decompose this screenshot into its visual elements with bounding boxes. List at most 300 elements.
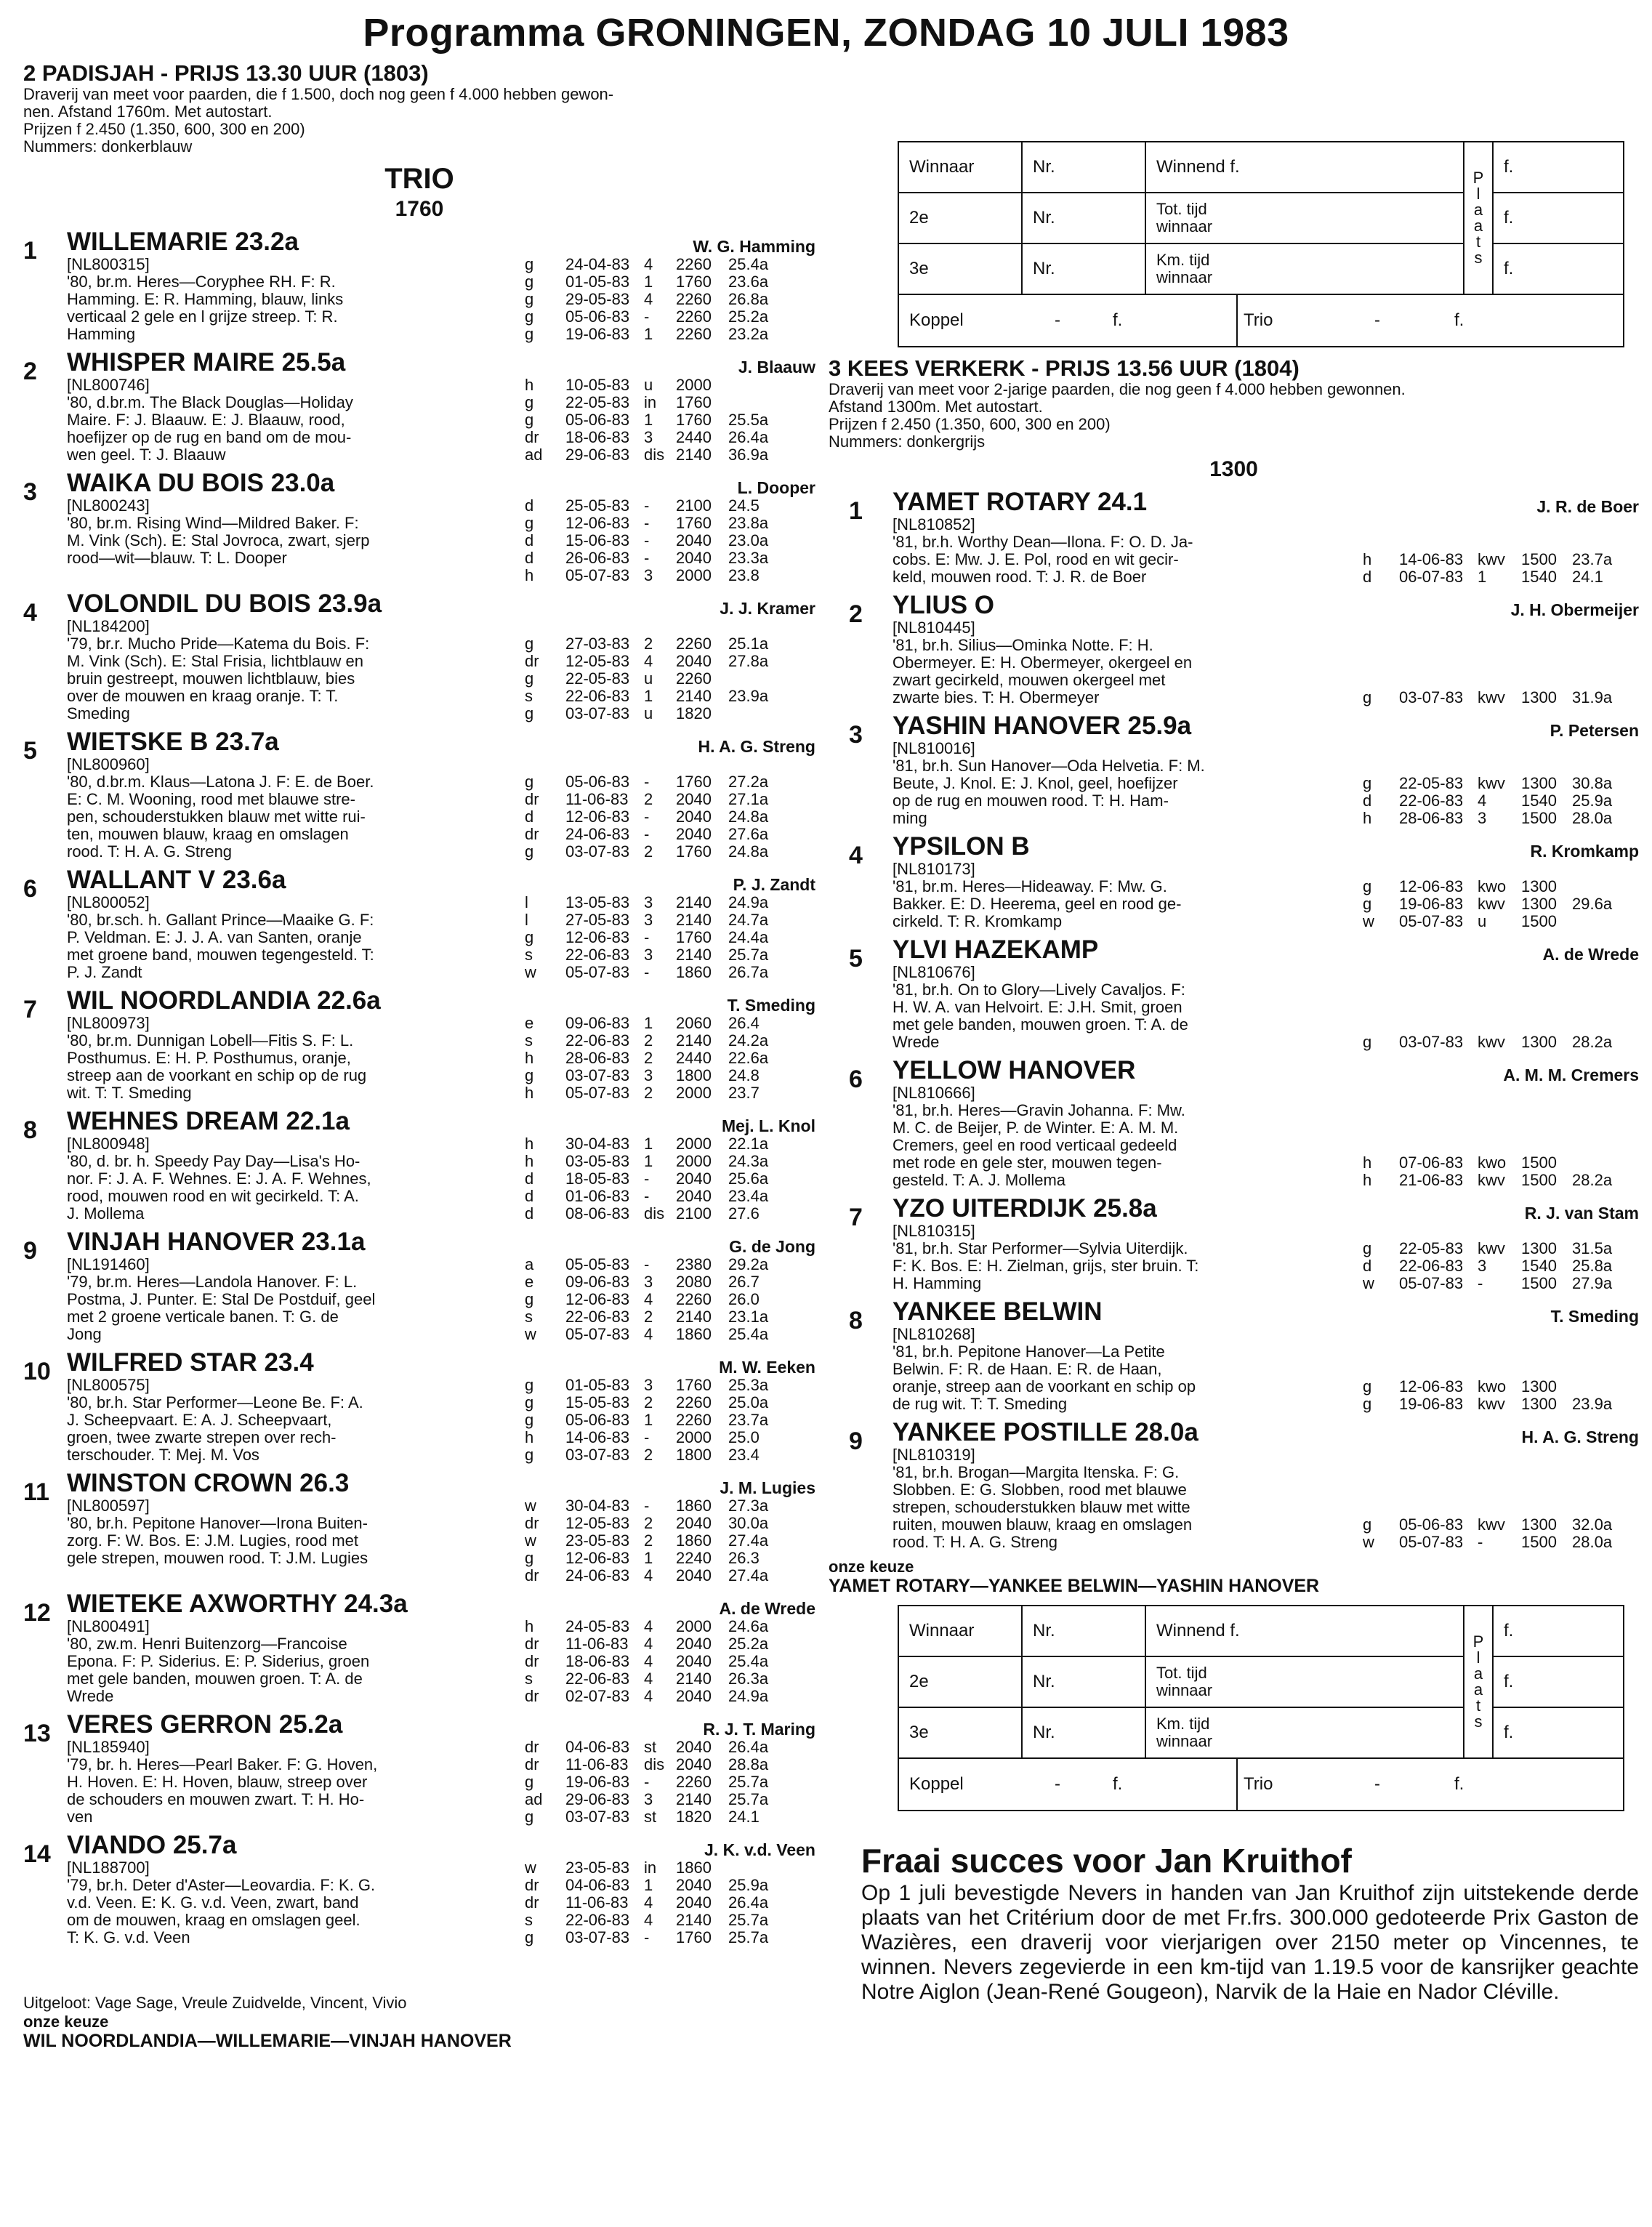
plaats-letter: P bbox=[1472, 1632, 1484, 1651]
result-cell: 1300 bbox=[1521, 877, 1557, 895]
horse-description bbox=[67, 1015, 515, 1102]
result-cell: 22.1a bbox=[728, 1135, 769, 1153]
result-cell: dr bbox=[525, 1652, 539, 1670]
result-cell: 30-04-83 bbox=[565, 1497, 630, 1515]
horse-number: 4 bbox=[849, 842, 863, 869]
result-cell: dr bbox=[525, 1635, 539, 1653]
result-cell: dr bbox=[525, 1687, 539, 1705]
result-cell: 2 bbox=[644, 842, 653, 861]
result-cell: 27.4a bbox=[728, 1531, 769, 1550]
horse-results bbox=[525, 497, 815, 584]
result-cell: 22-05-83 bbox=[565, 669, 630, 688]
result-cell: h bbox=[1363, 809, 1372, 827]
result-cell: g bbox=[1363, 1395, 1372, 1413]
result-cell: - bbox=[644, 1773, 650, 1791]
result-cell: 24-05-83 bbox=[565, 1617, 630, 1635]
result-cell: 23.7a bbox=[728, 1411, 769, 1429]
result-cell: g bbox=[525, 514, 534, 532]
result-cell: 08-06-83 bbox=[565, 1204, 630, 1223]
result-cell: 21-06-83 bbox=[1399, 1171, 1464, 1189]
result-cell: s bbox=[525, 1031, 533, 1050]
result-cell: g bbox=[525, 1808, 534, 1826]
description-line: '79, br.r. Mucho Pride—Katema du Bois. F: bbox=[67, 635, 370, 653]
horse-results bbox=[1363, 740, 1639, 827]
uitgeloot: Uitgeloot: Vage Sage, Vreule Zuidvelde, Vincent, Vivio bbox=[23, 1994, 407, 2012]
result-row bbox=[1363, 913, 1639, 930]
result-cell: - bbox=[644, 963, 650, 981]
result-cell: 12-05-83 bbox=[565, 1514, 630, 1532]
dash: - bbox=[1374, 310, 1380, 330]
description-line: P. J. Zandt bbox=[67, 963, 142, 981]
result-cell: 23.4 bbox=[728, 1446, 759, 1464]
result-cell: kwv bbox=[1478, 1239, 1505, 1257]
result-cell: g bbox=[1363, 688, 1372, 706]
nr-label: Nr. bbox=[1022, 1656, 1145, 1707]
result-cell: 3 bbox=[644, 946, 653, 964]
result-cell: 23-05-83 bbox=[565, 1531, 630, 1550]
horse-name: WIL NOORDLANDIA 22.6a bbox=[67, 986, 381, 1015]
result-cell: 27.9a bbox=[1572, 1274, 1613, 1292]
result-cell: 27.1a bbox=[728, 790, 769, 808]
description-line: '80, d. br. h. Speedy Pay Day—Lisa's Ho- bbox=[67, 1152, 360, 1170]
result-cell: g bbox=[525, 1066, 534, 1084]
result-cell: l bbox=[525, 911, 528, 929]
result-row bbox=[525, 1497, 815, 1515]
result-cell: - bbox=[644, 808, 650, 826]
horse-entry-4 bbox=[23, 590, 815, 722]
result-cell: g bbox=[525, 1411, 534, 1429]
description-line: om de mouwen, kraag en omslagen geel. bbox=[67, 1911, 360, 1929]
result-cell: h bbox=[525, 376, 534, 394]
result-cell: 22-05-83 bbox=[565, 393, 630, 411]
result-cell: h bbox=[525, 1617, 534, 1635]
result-cell bbox=[1572, 878, 1639, 895]
result-cell: w bbox=[1363, 1533, 1374, 1551]
horse-entry-8 bbox=[849, 1298, 1639, 1413]
result-cell: in bbox=[644, 1858, 657, 1877]
horse-results bbox=[525, 1377, 815, 1464]
result-row bbox=[525, 1532, 815, 1550]
koppel-label: Koppel bbox=[909, 310, 964, 330]
result-cell: 1300 bbox=[1521, 1377, 1557, 1396]
result-cell: 1 bbox=[644, 687, 653, 705]
result-cell: 25.7a bbox=[728, 946, 769, 964]
result-cell: 26.4a bbox=[728, 1893, 769, 1912]
description-line: streep aan de voorkant en schip op de rug bbox=[67, 1066, 367, 1084]
description-line: '80, br.m. Rising Wind—Mildred Baker. F: bbox=[67, 514, 359, 532]
koppel-trio-row bbox=[898, 294, 1624, 347]
race-2-pick-label: onze keuze bbox=[23, 2013, 109, 2031]
result-cell: 26.4a bbox=[728, 1738, 769, 1756]
result-cell: 27.3a bbox=[728, 1497, 769, 1515]
result-cell: 2260 bbox=[676, 1411, 712, 1429]
result-row bbox=[525, 1411, 815, 1429]
description-line: [NL810319] bbox=[893, 1446, 975, 1464]
result-cell: 25.5a bbox=[728, 411, 769, 429]
horse-results bbox=[525, 256, 815, 343]
description-line: ven bbox=[67, 1808, 93, 1826]
result-cell: 2000 bbox=[676, 1135, 712, 1153]
result-row bbox=[525, 1653, 815, 1670]
horse-entry-4 bbox=[849, 833, 1639, 930]
horse-name: YASHIN HANOVER 25.9a bbox=[893, 712, 1192, 740]
result-cell: g bbox=[525, 1446, 534, 1464]
result-row bbox=[525, 1050, 815, 1067]
tot-tijd-label: Tot. tijd winnaar bbox=[1145, 1656, 1464, 1707]
result-cell: d bbox=[525, 496, 534, 515]
result-table bbox=[898, 141, 1624, 347]
result-cell: 2 bbox=[644, 1393, 653, 1411]
result-cell: 4 bbox=[644, 1566, 653, 1584]
result-cell: 3 bbox=[644, 566, 653, 584]
winnend-label: Winnend f. bbox=[1145, 1606, 1464, 1656]
result-cell: 02-07-83 bbox=[565, 1687, 630, 1705]
result-cell: 2140 bbox=[676, 1790, 712, 1808]
horse-name: YANKEE POSTILLE 28.0a bbox=[893, 1418, 1198, 1446]
result-row bbox=[525, 1067, 815, 1084]
result-cell: dr bbox=[525, 790, 539, 808]
horse-trainer: M. W. Eeken bbox=[719, 1358, 815, 1377]
result-row bbox=[525, 1912, 815, 1929]
result-cell: d bbox=[1363, 1257, 1372, 1275]
description-line: '80, zw.m. Henri Buitenzorg—Francoise bbox=[67, 1635, 347, 1653]
horse-results bbox=[1363, 516, 1639, 586]
result-cell: 22-06-83 bbox=[565, 1670, 630, 1688]
result-cell: 24.8a bbox=[728, 808, 769, 826]
result-cell: st bbox=[644, 1738, 657, 1756]
horse-entry-9 bbox=[849, 1419, 1639, 1551]
result-cell: h bbox=[1363, 1171, 1372, 1189]
description-line: Wrede bbox=[893, 1033, 940, 1051]
description-line: [NL800960] bbox=[67, 755, 150, 773]
result-cell: 12-06-83 bbox=[565, 928, 630, 946]
result-cell: 26.8a bbox=[728, 290, 769, 308]
dash: - bbox=[1055, 310, 1060, 330]
result-cell: g bbox=[1363, 877, 1372, 895]
f-cell: f. bbox=[1493, 142, 1624, 193]
horse-number: 1 bbox=[23, 237, 37, 265]
result-cell: 25.4a bbox=[728, 255, 769, 273]
result-cell: 05-06-83 bbox=[565, 1411, 630, 1429]
description-line: [NL810445] bbox=[893, 619, 975, 637]
f-cell: f. bbox=[1493, 193, 1624, 243]
result-cell: g bbox=[525, 635, 534, 653]
horse-number: 2 bbox=[849, 600, 863, 628]
result-cell: 18-05-83 bbox=[565, 1169, 630, 1188]
description-line: keld, mouwen rood. T: J. R. de Boer bbox=[893, 568, 1147, 586]
result-row bbox=[525, 1256, 815, 1273]
result-cell: g bbox=[1363, 895, 1372, 913]
race-3-conditions: Draverij van meet voor 2-jarige paarden, die nog geen f 4.000 hebben gewonnen. Afstand 1300m. Met autostart. Prijzen f 2.450 (1.350, 600, 300 en 200) Nummers: donkergrijs bbox=[829, 380, 1406, 451]
horse-number: 14 bbox=[23, 1840, 51, 1868]
horse-number: 7 bbox=[23, 996, 37, 1023]
result-cell: 1500 bbox=[1521, 1274, 1557, 1292]
description-line: '81, br.h. Worthy Dean—Ilona. F: O. D. Ja- bbox=[893, 533, 1193, 551]
result-row bbox=[525, 1773, 815, 1791]
result-row bbox=[525, 1291, 815, 1308]
article-text: Op 1 juli bevestigde Nevers in handen van Jan Kruithof zijn uitstekende derde plaats van het Critérium door de met Fr.frs. 300.000 gedoteerde Prix Gaston de Wazières, een draverij voor vierjarigen over 2150 meter op Vincennes, te winnen. Nevers zegevierde in een km-tijd van 1.19.5 voor de kansrijker geachte Notre Aiglon (Jean-René Gougeon), Narvik de la Haie en Nador Cléville. bbox=[861, 1881, 1639, 2004]
description-line: [NL800746] bbox=[67, 376, 150, 394]
result-cell: 24.9a bbox=[728, 1687, 769, 1705]
result-cell: 1760 bbox=[676, 393, 712, 411]
result-row bbox=[525, 946, 815, 964]
horse-name: YPSILON B bbox=[893, 832, 1030, 861]
result-cell: g bbox=[525, 928, 534, 946]
tweede-label: 2e bbox=[898, 193, 1022, 243]
result-table bbox=[898, 1605, 1624, 1811]
result-cell: 2260 bbox=[676, 1393, 712, 1411]
result-cell: 3 bbox=[644, 911, 653, 929]
result-cell: 26.3a bbox=[728, 1670, 769, 1688]
result-cell: dr bbox=[525, 825, 539, 843]
result-cell: 2040 bbox=[676, 1893, 712, 1912]
result-cell bbox=[1572, 913, 1639, 930]
result-cell: 29-06-83 bbox=[565, 1790, 630, 1808]
result-cell: 22-05-83 bbox=[1399, 1239, 1464, 1257]
plaats-letter: l bbox=[1476, 1648, 1480, 1667]
horse-trainer: R. J. van Stam bbox=[1524, 1204, 1639, 1223]
result-cell: 11-06-83 bbox=[565, 1755, 629, 1773]
result-cell: 03-07-83 bbox=[1399, 688, 1464, 706]
result-cell: 1 bbox=[644, 411, 653, 429]
race-3-title: 3 KEES VERKERK - PRIJS 13.56 UUR (1804) bbox=[829, 355, 1300, 381]
result-cell: 1860 bbox=[676, 1858, 712, 1877]
result-cell: u bbox=[644, 376, 653, 394]
result-row bbox=[525, 326, 815, 343]
description-line: Beute, J. Knol. E: J. Knol, geel, hoefijzer bbox=[893, 774, 1178, 792]
result-cell: h bbox=[525, 1152, 534, 1170]
result-cell: 25.7a bbox=[728, 1928, 769, 1946]
description-line: '81, br.h. On to Glory—Lively Cavaljos. F: bbox=[893, 980, 1185, 999]
horse-entry-7 bbox=[849, 1195, 1639, 1292]
result-cell: g bbox=[525, 411, 534, 429]
description-line: gesteld. T: A. J. Mollema bbox=[893, 1171, 1066, 1189]
result-cell: 3 bbox=[1478, 1257, 1487, 1275]
horse-number: 4 bbox=[23, 599, 37, 627]
result-cell: d bbox=[525, 549, 534, 567]
description-line: [NL800052] bbox=[67, 893, 150, 911]
result-cell: s bbox=[525, 1911, 533, 1929]
result-cell: ad bbox=[525, 446, 543, 464]
result-cell: g bbox=[525, 290, 534, 308]
result-cell: 25.8a bbox=[1572, 1257, 1613, 1275]
result-cell: 07-06-83 bbox=[1399, 1153, 1464, 1172]
result-cell: kwo bbox=[1478, 877, 1507, 895]
result-cell: g bbox=[1363, 774, 1372, 792]
horse-description bbox=[67, 756, 515, 861]
result-cell: 4 bbox=[1478, 792, 1487, 810]
result-cell: e bbox=[525, 1014, 534, 1032]
description-line: '81, br.h. Sun Hanover—Oda Helvetia. F: M. bbox=[893, 757, 1205, 775]
horse-name: WILFRED STAR 23.4 bbox=[67, 1348, 314, 1377]
winnaar-label: Winnaar bbox=[898, 1606, 1022, 1656]
horse-results bbox=[525, 1256, 815, 1343]
result-cell: 4 bbox=[644, 255, 653, 273]
result-cell: 1500 bbox=[1521, 1153, 1557, 1172]
result-cell: - bbox=[644, 1255, 650, 1273]
result-cell: 2 bbox=[644, 1531, 653, 1550]
result-cell: 2 bbox=[644, 790, 653, 808]
description-line: over de mouwen en kraag oranje. T: T. bbox=[67, 687, 339, 705]
description-line: ming bbox=[893, 809, 927, 827]
result-cell: 2440 bbox=[676, 1049, 712, 1067]
horse-name: YANKEE BELWIN bbox=[893, 1297, 1103, 1326]
result-cell: 1760 bbox=[676, 514, 712, 532]
result-cell: st bbox=[644, 1808, 657, 1826]
result-cell: d bbox=[1363, 568, 1372, 586]
result-cell: 4 bbox=[644, 1635, 653, 1653]
result-row bbox=[525, 1188, 815, 1205]
result-cell: 05-07-83 bbox=[565, 566, 630, 584]
description-line: [NL800243] bbox=[67, 496, 150, 515]
result-cell: 27.4a bbox=[728, 1566, 769, 1584]
result-cell: 01-05-83 bbox=[565, 273, 630, 291]
winnaar-label: Winnaar bbox=[898, 142, 1022, 193]
horse-name: WIETSKE B 23.7a bbox=[67, 728, 279, 756]
result-row bbox=[525, 567, 815, 584]
result-row bbox=[525, 1877, 815, 1894]
result-cell: 22-06-83 bbox=[1399, 792, 1464, 810]
description-line: '80, d.br.m. Klaus—Latona J. F: E. de Boer. bbox=[67, 773, 374, 791]
horse-name: WHISPER MAIRE 25.5a bbox=[67, 348, 346, 376]
description-line: [NL800948] bbox=[67, 1135, 150, 1153]
result-cell: - bbox=[644, 307, 650, 326]
result-row bbox=[525, 1308, 815, 1326]
result-cell: 2040 bbox=[676, 1566, 712, 1584]
result-cell: 05-07-83 bbox=[1399, 1274, 1464, 1292]
result-cell: 2040 bbox=[676, 1652, 712, 1670]
result-cell: 25.4a bbox=[728, 1652, 769, 1670]
page-title: Programma GRONINGEN, ZONDAG 10 JULI 1983 bbox=[363, 11, 1289, 55]
description-line: Posthumus. E: H. P. Posthumus, oranje, bbox=[67, 1049, 351, 1067]
description-line: '79, br. h. Heres—Pearl Baker. F: G. Hoven, bbox=[67, 1755, 378, 1773]
plaats-letter: t bbox=[1475, 233, 1481, 251]
result-cell: 1860 bbox=[676, 1531, 712, 1550]
result-row bbox=[525, 1205, 815, 1223]
horse-entry-2 bbox=[849, 592, 1639, 706]
horse-description bbox=[67, 1377, 515, 1464]
result-cell: 28.2a bbox=[1572, 1033, 1613, 1051]
result-cell: g bbox=[525, 1928, 534, 1946]
result-cell bbox=[728, 705, 815, 722]
race-3-horse-list bbox=[849, 488, 1639, 1551]
result-cell: 1500 bbox=[1521, 912, 1557, 930]
result-cell: 1800 bbox=[676, 1066, 712, 1084]
result-row bbox=[1363, 1154, 1639, 1172]
result-cell: 2 bbox=[644, 1308, 653, 1326]
description-line: H. Hamming bbox=[893, 1274, 982, 1292]
result-cell: 03-07-83 bbox=[1399, 1033, 1464, 1051]
result-cell: 2260 bbox=[676, 669, 712, 688]
result-cell: 10-05-83 bbox=[565, 376, 630, 394]
horse-entry-12 bbox=[23, 1590, 815, 1705]
plaats-letter: a bbox=[1473, 1680, 1483, 1699]
result-cell: dr bbox=[525, 1514, 539, 1532]
description-line: '79, br.m. Heres—Landola Hanover. F: L. bbox=[67, 1273, 358, 1291]
horse-trainer: T. Smeding bbox=[1550, 1307, 1639, 1326]
result-cell: h bbox=[525, 1084, 534, 1102]
result-row bbox=[1363, 1396, 1639, 1413]
result-cell: kwo bbox=[1478, 1377, 1507, 1396]
result-cell: s bbox=[525, 1308, 533, 1326]
result-row bbox=[525, 1429, 815, 1446]
result-cell bbox=[728, 1859, 815, 1877]
result-cell: 25.9a bbox=[728, 1876, 769, 1894]
result-cell: 1500 bbox=[1521, 809, 1557, 827]
horse-number: 1 bbox=[849, 497, 863, 525]
horse-trainer: T. Smeding bbox=[727, 996, 815, 1015]
result-cell: 1500 bbox=[1521, 1533, 1557, 1551]
horse-trainer: P. J. Zandt bbox=[733, 875, 815, 894]
result-cell: 2140 bbox=[676, 1911, 712, 1929]
description-line: rood, mouwen rood en wit gecirkeld. T: A. bbox=[67, 1187, 359, 1205]
description-line: [NL191460] bbox=[67, 1255, 150, 1273]
horse-results bbox=[1363, 1446, 1639, 1551]
nr-label: Nr. bbox=[1022, 1606, 1145, 1656]
result-cell: - bbox=[644, 928, 650, 946]
result-cell: 04-06-83 bbox=[565, 1738, 630, 1756]
result-cell: 26.3 bbox=[728, 1549, 759, 1567]
result-cell: 1 bbox=[644, 1876, 653, 1894]
result-cell: u bbox=[644, 704, 653, 722]
result-cell: 25.7a bbox=[728, 1911, 769, 1929]
result-row bbox=[1363, 878, 1639, 895]
result-cell: 25.2a bbox=[728, 307, 769, 326]
description-line: [NL800315] bbox=[67, 255, 150, 273]
result-cell: 22-06-83 bbox=[1399, 1257, 1464, 1275]
f-cell: f. bbox=[1493, 1656, 1624, 1707]
result-row bbox=[525, 1032, 815, 1050]
result-cell: - bbox=[644, 1169, 650, 1188]
horse-results bbox=[1363, 1223, 1639, 1292]
result-row bbox=[1363, 1240, 1639, 1257]
description-line: ruiten, mouwen blauw, kraag en omslagen bbox=[893, 1515, 1193, 1534]
dash: - bbox=[1055, 1774, 1060, 1794]
horse-entry-6 bbox=[23, 866, 815, 981]
result-cell: 2040 bbox=[676, 1687, 712, 1705]
description-line: '80, br.m. Dunnigan Lobell—Fitis S. F: L. bbox=[67, 1031, 354, 1050]
result-cell: 22-05-83 bbox=[1399, 774, 1464, 792]
result-cell: 3 bbox=[644, 1790, 653, 1808]
description-line: zorg. F: W. Bos. E: J.M. Lugies, rood met bbox=[67, 1531, 359, 1550]
result-cell: 2040 bbox=[676, 825, 712, 843]
horse-name: WILLEMARIE 23.2a bbox=[67, 227, 299, 256]
horse-description bbox=[893, 740, 1353, 827]
result-cell: 25.1a bbox=[728, 635, 769, 653]
result-cell: 28-06-83 bbox=[565, 1049, 630, 1067]
result-row bbox=[525, 549, 815, 567]
result-cell: 09-06-83 bbox=[565, 1273, 630, 1291]
description-line: P. Veldman. E: J. J. A. van Santen, oranje bbox=[67, 928, 362, 946]
description-line: rood. T: H. A. G. Streng bbox=[67, 842, 233, 861]
result-cell: dis bbox=[644, 1755, 665, 1773]
horse-entry-3 bbox=[849, 712, 1639, 827]
horse-description bbox=[893, 861, 1353, 930]
horse-number: 8 bbox=[23, 1116, 37, 1144]
result-cell: 4 bbox=[644, 1290, 653, 1308]
description-line: Maire. F: J. Blaauw. E: J. Blaauw, rood, bbox=[67, 411, 345, 429]
horse-name: WALLANT V 23.6a bbox=[67, 866, 286, 894]
result-cell: 1760 bbox=[676, 842, 712, 861]
description-line: de schouders en mouwen zwart. T: H. Ho- bbox=[67, 1790, 365, 1808]
result-cell: 01-06-83 bbox=[565, 1187, 630, 1205]
horse-name: VOLONDIL DU BOIS 23.9a bbox=[67, 589, 382, 618]
result-row bbox=[525, 670, 815, 688]
result-cell: 12-06-83 bbox=[565, 1549, 630, 1567]
result-cell: 4 bbox=[644, 1617, 653, 1635]
result-cell: dr bbox=[525, 1755, 539, 1773]
result-cell: 2260 bbox=[676, 290, 712, 308]
